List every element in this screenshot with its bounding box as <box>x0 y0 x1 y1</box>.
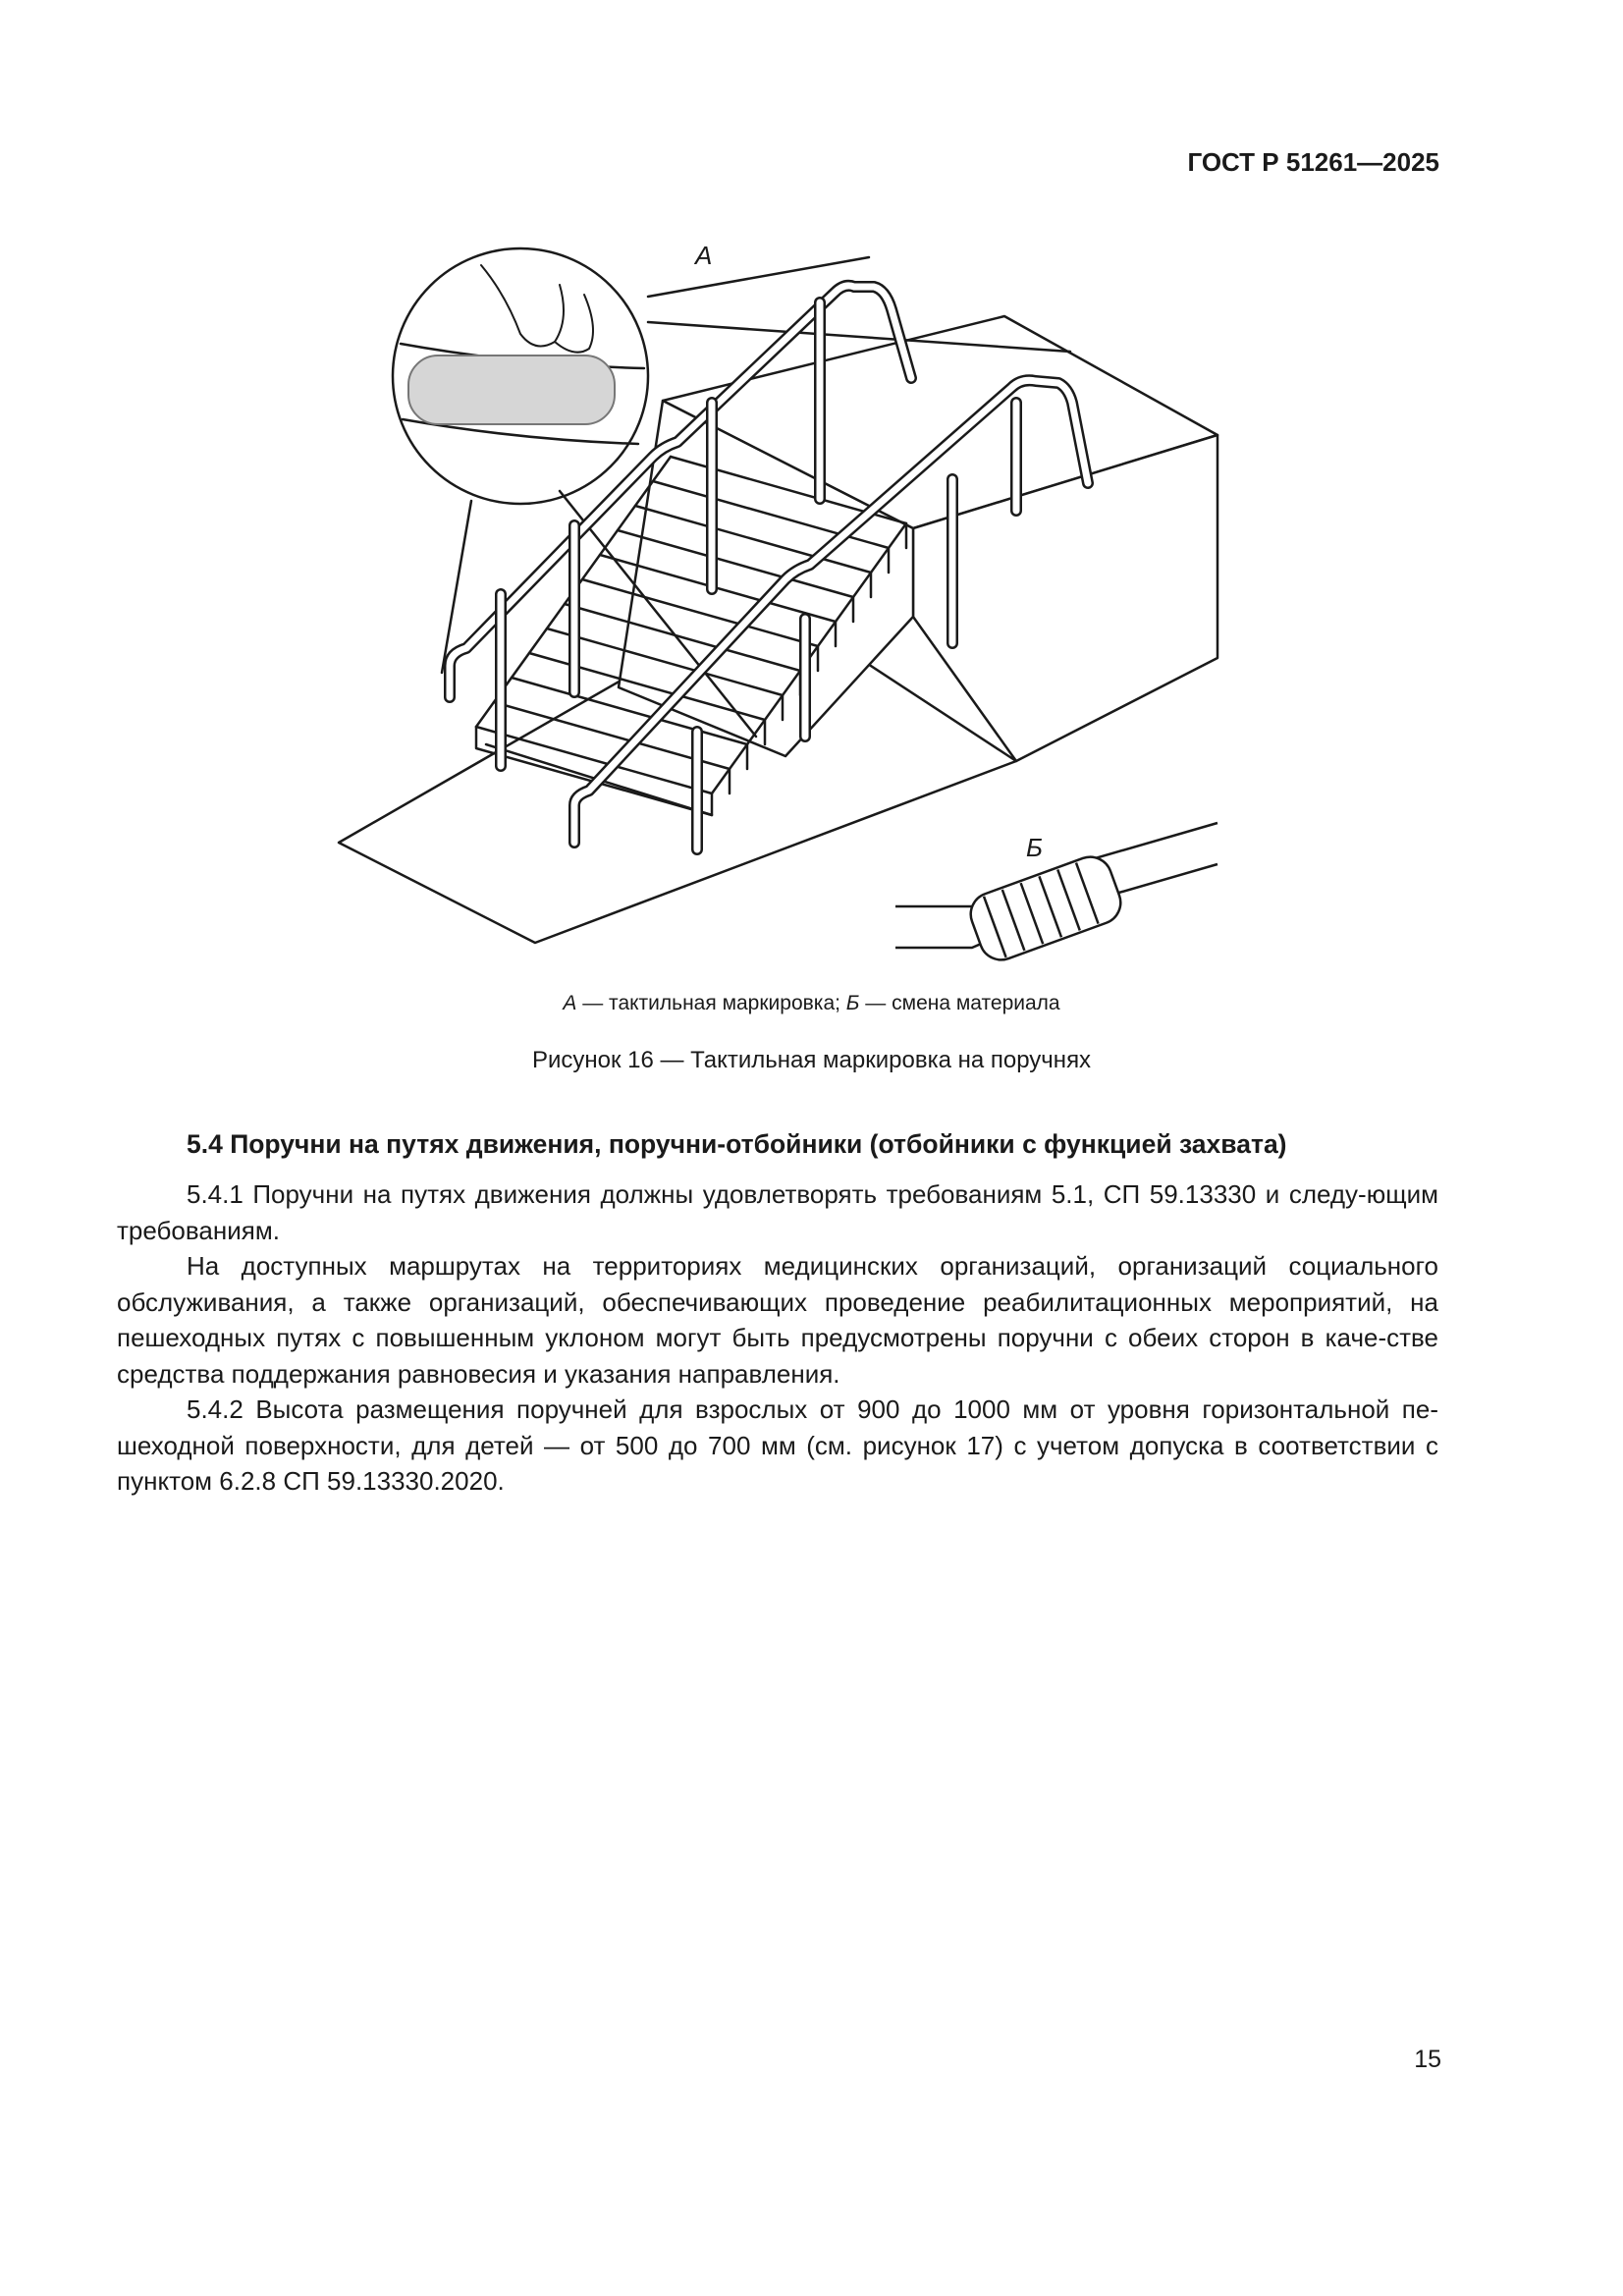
paragraph: 5.4.1 Поручни на путях движения должны удовлетворять требованиям 5.1, СП 59.13330 и следу-ющим требованиям. <box>117 1179 1438 1245</box>
figure-caption: Рисунок 16 — Тактильная маркировка на поручнях <box>531 1047 1092 1073</box>
legend-b-text: — смена материала <box>859 992 1060 1014</box>
figure-legend <box>0 992 1623 1015</box>
page-number: 15 <box>1414 2046 1441 2073</box>
label-b: Б <box>1026 833 1043 862</box>
paragraph: На доступных маршрутах на территориях медицинских организаций, организаций социального обслуживания, а также организаций, обеспечивающих проведение реабилитационных мероприятий, на пешеходных путях с повышенным уклоном могут быть предусмотрены поручни с обеих сторон в каче-стве средства поддержания равновесия и указания направления. <box>117 1251 1438 1389</box>
document-header: ГОСТ Р 51261—2025 <box>1187 147 1439 177</box>
section-body <box>117 1176 1438 1500</box>
paragraph: 5.4.2 Высота размещения поручней для взрослых от 900 до 1000 мм от уровня горизонтальной пе-шеходной поверхности, для детей — от 500 до 700 мм (см. рисунок 17) с учетом допуска в соответствии с пунктом 6.2.8 СП 59.13330.2020. <box>117 1394 1438 1496</box>
legend-a-text: — тактильная маркировка; <box>576 992 846 1014</box>
handrail-illustration <box>324 226 1257 972</box>
section-heading: 5.4 Поручни на путях движения, поручни-отбойники (отбойники с функцией захвата) <box>187 1129 1287 1159</box>
legend-a-key: А <box>563 992 577 1014</box>
material-change-detail <box>895 823 1217 966</box>
figure-16 <box>324 226 1257 972</box>
tactile-marking-zoom <box>408 355 615 424</box>
label-a: А <box>695 241 713 270</box>
legend-b-key: Б <box>845 992 860 1014</box>
